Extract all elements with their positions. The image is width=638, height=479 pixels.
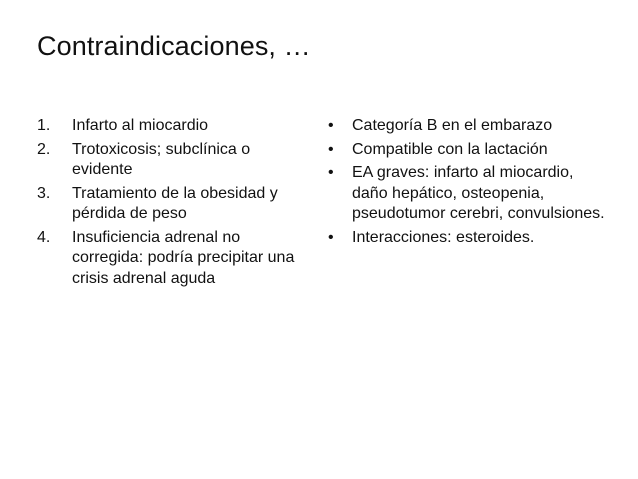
notes-bullet-list [328,116,613,251]
bullet-item [328,116,613,137]
bullet-item-text: EA graves: infarto al miocardio, daño hepático, osteopenia, pseudotumor cerebri, convulsiones. [352,164,605,222]
bullet-item [328,228,613,249]
bullet-item-text: Categoría B en el embarazo [352,117,553,134]
list-number: 4. [37,228,51,246]
bullet-icon: • [328,140,334,158]
list-item [37,228,312,290]
bullet-item-text: Interacciones: esteroides. [352,228,535,246]
list-item [37,184,312,225]
slide-title: Contraindicaciones, … [37,31,311,61]
bullet-icon: • [328,228,334,246]
list-number: 2. [37,140,51,158]
list-number: 3. [37,184,51,202]
bullet-item-text: Compatible con la lactación [352,140,548,158]
list-item [37,116,312,137]
list-item [37,140,312,181]
list-number: 1. [37,117,51,134]
list-item-text: Tratamiento de la obesidad y pérdida de peso [72,184,278,222]
list-item-text: Insuficiencia adrenal no corregida: podría precipitar una crisis adrenal aguda [72,228,295,287]
bullet-icon: • [328,117,334,134]
bullet-item [328,140,613,161]
bullet-item [328,163,613,225]
contraindications-list [37,116,312,292]
list-item-text: Trotoxicosis; subclínica o evidente [72,140,251,178]
bullet-icon: • [328,164,334,181]
list-item-text: Infarto al miocardio [72,117,209,134]
